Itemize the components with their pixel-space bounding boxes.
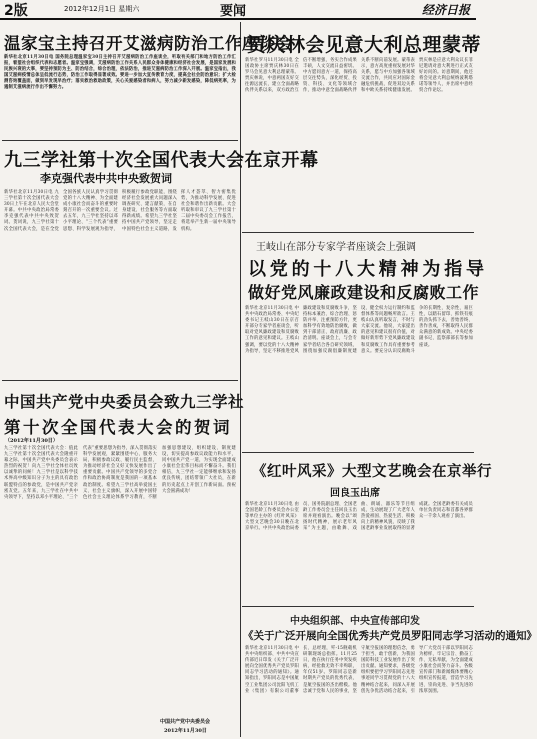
section-divider	[242, 452, 474, 453]
article-body-tongzhi: 新华社北京11月30日电 中共中央组织部、中共中央宣传部近日印发《关于广泛开展向全国优秀共产党员罗阳同志学习活动的通知》。通知指出，罗阳同志是中国航空工业集团公司沈阳飞机工业（集团）有限公司董事长、总经理，歼-15舰载机研制现场总指挥。11月25日，他在执行任务中突发疾病，经抢救无效不幸殉职，年仅51岁。罗阳同志是新时期共产党员的优秀代表，是航空报国的杰出楷模。他忠诚于党和人民的事业，坚守航空报国的理想信念，勇于担当、敢于创新，为我国国防科技工业发展作出了突出贡献。通知要求，各级党组织要把学习罗阳同志先进事迹同学习贯彻党的十八大精神结合起来，同深入开展创先争优活动结合起来，引导广大党员干部以罗阳同志为榜样，牢记宗旨、勤奋工作、无私奉献，为全面建成小康社会而努力奋斗。各级宣传部门和新闻媒体要精心组织宣传报道，营造学习先进、崇尚先进、争当先进的浓厚氛围。	[245, 646, 473, 694]
cpc-signature: 中国共产党中央委员会	[160, 719, 211, 725]
article-body-hongye: 新华社北京11月30日电 由全国老龄工作委员会办公室等单位主办的《红叶风采》大型文艺晚会30日晚在北京举行。中共中央政治局委员、国务院副总理、全国老龄工作委员会主任回良玉出席并观看演出。晚会以“颂扬时代精神，展示老年风采”为主题，由歌舞、戏曲、朗诵、器乐等节目组成，生动展现了广大老年人热爱祖国、热爱生活、积极向上的精神风貌，反映了我国老龄事业发展取得的显著成就。全国老龄委有关成员单位负责同志和首都各界群众一千余人观看了演出。	[245, 502, 473, 532]
headline-wang-line2: 做好党风廉政建设和反腐败工作	[248, 283, 480, 302]
masthead	[0, 0, 476, 20]
column-divider	[240, 22, 241, 737]
article-body-wang: 新华社北京11月30日电 中共中央政治局常委、中央纪委书记王岐山30日在京召开部分专家学者座谈会，听取对党风廉政建设和反腐败工作的意见和建议。王岐山强调，要以党的十八大精神为指导，坚定不移推进党风廉政建设和反腐败斗争，坚持标本兼治、综合治理、惩防并举、注重预防方针，更加科学有效地防治腐败，做到干部清正、政府清廉、政治清明。座谈会上，与会专家学者结合各自研究领域，围绕加强反腐倡廉制度建设、健全权力运行制约和监督体系等问题畅所欲言。王岐山认真听取发言，不时与大家交流。他说，大家提出的意见和建议很有价值，对做好新形势下党风廉政建设和反腐败工作具有重要参考意义。要充分认识反腐败斗争的长期性、复杂性、艰巨性，以踏石留印、抓铁有痕的劲头抓下去，善始善终、善作善成，不断取得人民群众满意的新成效。中央纪委副书记、监察部部长等参加座谈。	[245, 306, 473, 354]
section-divider	[2, 380, 238, 381]
headline-cpc-line2: 第十次全国代表大会的贺词	[4, 418, 232, 437]
article-body-cpc: 九三学社第十次全国代表大会：值此九三学社第十次全国代表大会隆重开幕之际，中国共产党中央委员会表示热烈的祝贺！向九三学社全体社员致以诚挚的问候！九三学社是以科学技术界高中级知识分子为主的具有政治联盟特点的参政党，是中国共产党亲密友党。五年来，九三学社在中共中央领导下，坚持以邓小平理论、“三个代表”重要思想为指导，深入贯彻落实科学发展观，紧紧围绕中心、服务大局，积极参政议政、履行民主监督，为推动经济社会又好又快发展作出了重要贡献。中国共产党领导的多党合作和政治协商制度是我国的一项基本政治制度。希望九三学社高举爱国主义、社会主义旗帜，深入开展中国特色社会主义理论体系学习教育，不断加强思想建设、组织建设、制度建设，切实提高参政议政能力和水平，同中国共产党一道，为实现全面建成小康社会宏伟目标而不懈奋斗。我们相信，九三学社一定能够继承和发扬优良传统，团结带领广大社员，在新的历史起点上开创工作新局面。预祝大会圆满成功！	[4, 446, 236, 500]
section-divider	[2, 140, 238, 141]
kicker-wang: 王岐山在部分专家学者座谈会上强调	[256, 242, 416, 253]
section-divider	[242, 232, 474, 233]
headline-jia: 贾庆林会见意大利总理蒙蒂	[247, 34, 482, 56]
headline-tongzhi: 《关于广泛开展向全国优秀共产党员罗阳同志学习活动的通知》	[243, 630, 537, 642]
headline-wen: 温家宝主持召开艾滋病防治工作座谈会	[4, 34, 293, 53]
headline-cpc-line1: 中国共产党中央委员会致九三学社	[4, 392, 245, 411]
section-title: 要闻	[220, 4, 247, 19]
subhead-hongye: 回良玉出席	[330, 488, 380, 499]
article-body-jiusan: 新华社北京11月30日电 九三学社第十次全国代表大会30日上午在北京人民大会堂开幕。中共中央政治局常委李克强代表中共中央致贺词。贺词说，九三学社第十次全国代表大会，是在全党全国各族人民认真学习贯彻党的十八大精神、为全面建成小康社会而奋斗的重要时刻召开的一次重要会议。过去五年，九三学社坚持以邓小平理论、“三个代表”重要思想、科学发展观为指导，积极履行参政党职能，围绕经济社会发展重大问题深入调查研究、建言献策，在自身建设、社会服务等方面取得新成绩。希望九三学社坚持中国共产党领导，坚定走中国特色社会主义道路，发挥人才荟萃、智力密集优势，为推动科学发展、促进社会和谐作出新贡献。大会听取和审议了九三学社第十二届中央委员会工作报告，将选举产生新一届中央领导机构。	[4, 190, 236, 232]
article-body-wen: 新华社北京11月30日电 国务院总理温家宝30日主持召开艾滋病防治工作座谈会，听取有关部门和地方防治工作汇报，看望社会组织代表和志愿者。温家宝强调，艾滋病防治工作关系人民群众身体健康和经济社会发展，是国家发展和民族兴衰的大事，要坚持预防为主、防治结合，综合治理，依法防治，推进艾滋病防治工作深入开展。温家宝指出，我国艾滋病疫情总体呈低流行态势，防治工作取得显著成效。要进一步加大宣传教育力度，提高全社会防治意识；扩大检测咨询覆盖面，做到早发现早治疗；落实救治救助政策，关心关爱感染者和病人，努力减少新发感染，降低病死率，为遏制艾滋病流行作出不懈努力。	[4, 55, 236, 91]
cpc-dateline: （2012年11月30日）	[5, 438, 58, 444]
kicker-tongzhi: 中央组织部、中央宣传部印发	[290, 616, 420, 627]
section-divider	[242, 606, 474, 607]
subhead-jiusan: 李克强代表中共中央致贺词	[40, 172, 172, 185]
issue-date: 2012年12月1日 星期六	[64, 5, 140, 13]
newspaper-logo: 经济日报	[421, 3, 470, 17]
article-body-jia: 新华社罗马11月30日电 全国政协主席贾庆林30日在罗马会见意大利总理蒙蒂。贾庆林说，中意两国友好交往源远流长，建立全面战略伙伴关系以来，双方政治互信不断增强，务实合作成果丰硕，人文交流日益密切。中方愿同意方一道，保持高层交往势头，深化经贸、投资、科技、文化等领域合作，推动中意全面战略伙伴关系不断向前发展。蒙蒂表示，意方高度重视发展对华关系，愿与中方加强各领域交流合作，共同应对国际金融危机挑战，促进双边关系和中欧关系持续健康发展。贾庆林是应意大利众议长菲尼邀请对意大利进行正式友好访问的。访意期间，他还将会见意大利总统纳波利塔诺等领导人，并出席中意经贸合作论坛。	[245, 58, 473, 94]
headline-hongye: 《红叶风采》大型文艺晚会在京举行	[252, 463, 492, 480]
headline-wang-line1: 以党的十八大精神为指导	[248, 259, 488, 280]
headline-jiusan: 九三学社第十次全国代表大会在京开幕	[4, 150, 319, 171]
edition-label: 2版	[4, 3, 28, 19]
cpc-signature-date: 2012年11月30日	[164, 728, 207, 734]
